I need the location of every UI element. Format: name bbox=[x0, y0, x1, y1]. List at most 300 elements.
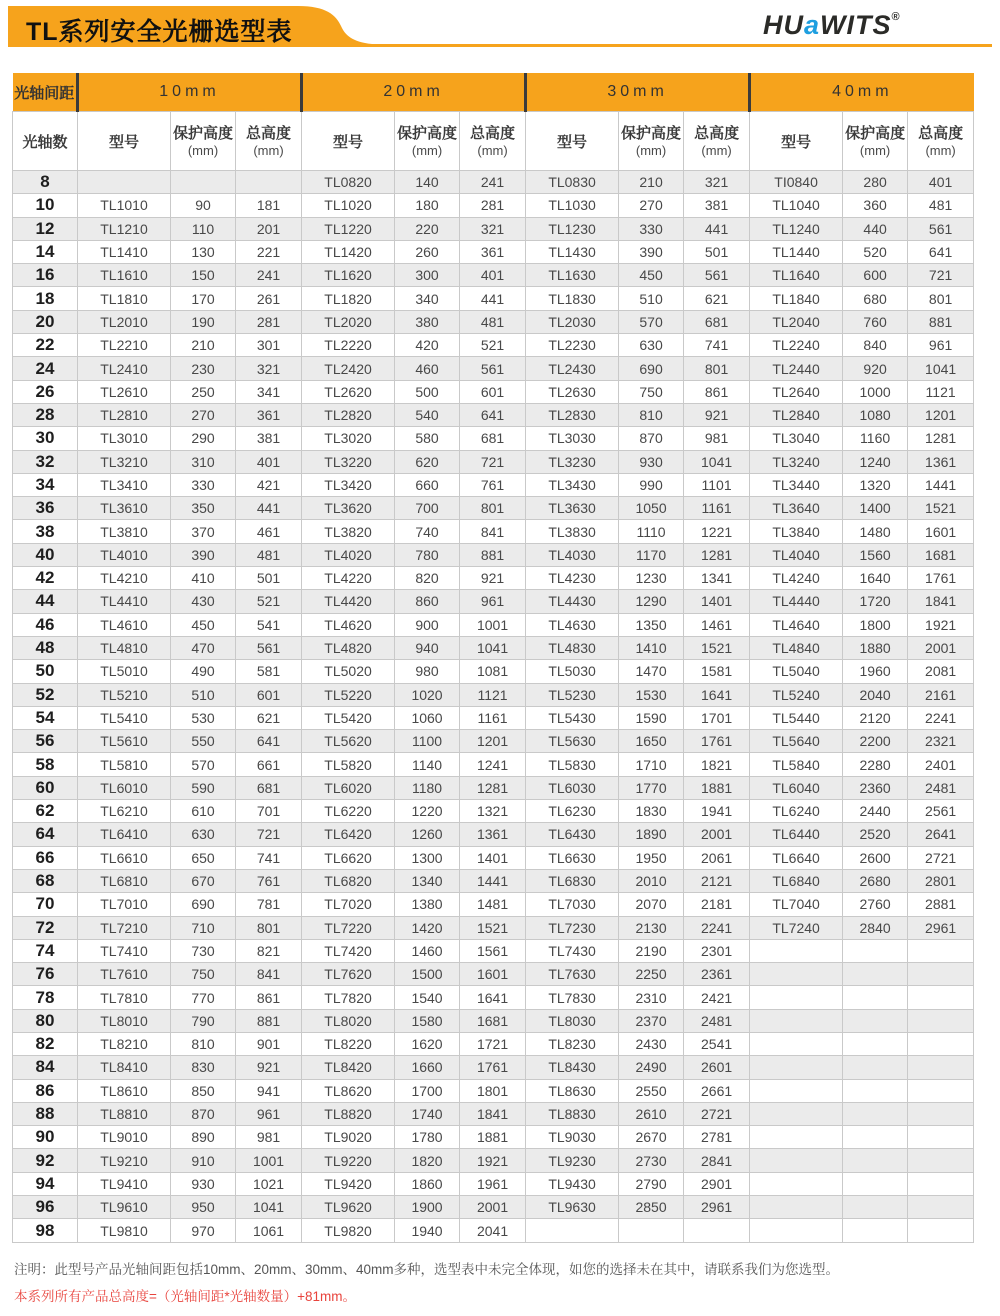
protection-height-cell bbox=[843, 1126, 908, 1149]
total-height-cell: 1881 bbox=[684, 776, 750, 799]
protection-height-header: 保护高度 (mm) bbox=[395, 112, 460, 171]
total-height-cell: 1441 bbox=[908, 473, 974, 496]
protection-height-cell: 520 bbox=[843, 240, 908, 263]
total-height-cell: 2001 bbox=[684, 823, 750, 846]
model-cell: TL1830 bbox=[526, 287, 619, 310]
total-height-cell: 1601 bbox=[908, 520, 974, 543]
protection-height-cell: 290 bbox=[171, 427, 236, 450]
total-height-cell: 2541 bbox=[684, 1032, 750, 1055]
model-cell: TL4420 bbox=[302, 590, 395, 613]
model-cell: TL7830 bbox=[526, 986, 619, 1009]
protection-height-cell: 2070 bbox=[619, 893, 684, 916]
protection-height-cell: 1050 bbox=[619, 497, 684, 520]
model-cell: TL6030 bbox=[526, 776, 619, 799]
axis-count-cell: 66 bbox=[13, 846, 78, 869]
protection-height-cell: 1220 bbox=[395, 800, 460, 823]
table-row bbox=[13, 1172, 974, 1195]
model-cell: TL2610 bbox=[78, 380, 171, 403]
total-height-cell bbox=[684, 1219, 750, 1242]
total-height-cell: 2481 bbox=[908, 776, 974, 799]
total-height-cell: 441 bbox=[684, 217, 750, 240]
total-height-cell: 1081 bbox=[460, 660, 526, 683]
total-height-cell: 1481 bbox=[460, 893, 526, 916]
table-row bbox=[13, 217, 974, 240]
table-row bbox=[13, 590, 974, 613]
total-height-cell bbox=[908, 1032, 974, 1055]
model-cell: TL2630 bbox=[526, 380, 619, 403]
model-cell: TL3230 bbox=[526, 450, 619, 473]
model-cell: TL3810 bbox=[78, 520, 171, 543]
model-cell: TL5210 bbox=[78, 683, 171, 706]
total-height-cell: 1041 bbox=[908, 357, 974, 380]
table-row bbox=[13, 450, 974, 473]
model-cell: TL5840 bbox=[750, 753, 843, 776]
protection-height-cell: 950 bbox=[171, 1196, 236, 1219]
model-cell: TL1610 bbox=[78, 264, 171, 287]
total-height-cell: 2721 bbox=[684, 1102, 750, 1125]
protection-height-cell: 1660 bbox=[395, 1056, 460, 1079]
total-height-cell: 801 bbox=[236, 916, 302, 939]
protection-height-cell: 1240 bbox=[843, 450, 908, 473]
protection-height-cell: 2130 bbox=[619, 916, 684, 939]
total-height-cell: 801 bbox=[460, 497, 526, 520]
total-height-cell: 401 bbox=[908, 171, 974, 194]
model-cell: TL4440 bbox=[750, 590, 843, 613]
protection-height-cell bbox=[619, 1219, 684, 1242]
brand-logo bbox=[763, 10, 900, 41]
protection-height-cell bbox=[843, 939, 908, 962]
model-cell: TL6420 bbox=[302, 823, 395, 846]
model-cell: TL4610 bbox=[78, 613, 171, 636]
protection-height-cell: 1410 bbox=[619, 636, 684, 659]
model-cell: TL4230 bbox=[526, 567, 619, 590]
protection-height-cell: 230 bbox=[171, 357, 236, 380]
model-cell: TL2820 bbox=[302, 403, 395, 426]
protection-height-cell: 900 bbox=[395, 613, 460, 636]
table-row bbox=[13, 194, 974, 217]
total-height-cell: 721 bbox=[460, 450, 526, 473]
protection-height-cell: 380 bbox=[395, 310, 460, 333]
model-cell: TL6240 bbox=[750, 800, 843, 823]
protection-height-cell: 220 bbox=[395, 217, 460, 240]
model-cell: TL5010 bbox=[78, 660, 171, 683]
total-height-cell: 2181 bbox=[684, 893, 750, 916]
protection-height-cell bbox=[843, 1056, 908, 1079]
axis-count-cell: 72 bbox=[13, 916, 78, 939]
total-height-cell: 1921 bbox=[908, 613, 974, 636]
model-cell: TL3640 bbox=[750, 497, 843, 520]
model-cell: TL5610 bbox=[78, 730, 171, 753]
protection-height-cell: 860 bbox=[395, 590, 460, 613]
total-height-cell: 561 bbox=[684, 264, 750, 287]
total-height-cell: 441 bbox=[236, 497, 302, 520]
total-height-cell: 1041 bbox=[684, 450, 750, 473]
protection-height-cell: 1320 bbox=[843, 473, 908, 496]
model-cell bbox=[750, 1196, 843, 1219]
total-height-cell: 561 bbox=[236, 636, 302, 659]
axis-count-cell: 12 bbox=[13, 217, 78, 240]
total-height-cell: 1581 bbox=[684, 660, 750, 683]
axis-count-cell: 24 bbox=[13, 357, 78, 380]
model-cell: TL2220 bbox=[302, 334, 395, 357]
total-height-cell: 661 bbox=[236, 753, 302, 776]
model-cell: TL3840 bbox=[750, 520, 843, 543]
total-height-cell: 301 bbox=[236, 334, 302, 357]
total-height-cell bbox=[908, 1219, 974, 1242]
protection-height-cell: 1960 bbox=[843, 660, 908, 683]
model-cell: TL1640 bbox=[750, 264, 843, 287]
protection-height-cell: 1500 bbox=[395, 963, 460, 986]
protection-height-cell: 2610 bbox=[619, 1102, 684, 1125]
total-height-cell: 481 bbox=[236, 543, 302, 566]
model-cell: TL9620 bbox=[302, 1196, 395, 1219]
model-cell: TL9810 bbox=[78, 1219, 171, 1242]
table-row bbox=[13, 800, 974, 823]
protection-height-cell: 1640 bbox=[843, 567, 908, 590]
protection-height-cell: 330 bbox=[171, 473, 236, 496]
total-height-cell bbox=[908, 963, 974, 986]
axis-count-cell: 64 bbox=[13, 823, 78, 846]
model-cell: TL9020 bbox=[302, 1126, 395, 1149]
protection-height-cell: 570 bbox=[171, 753, 236, 776]
protection-height-cell: 1100 bbox=[395, 730, 460, 753]
protection-height-cell bbox=[843, 1032, 908, 1055]
total-height-cell: 1281 bbox=[908, 427, 974, 450]
model-cell: TL6410 bbox=[78, 823, 171, 846]
protection-height-cell: 1230 bbox=[619, 567, 684, 590]
model-cell: TL1440 bbox=[750, 240, 843, 263]
total-height-cell bbox=[908, 1149, 974, 1172]
model-cell: TL7040 bbox=[750, 893, 843, 916]
protection-height-cell: 2760 bbox=[843, 893, 908, 916]
total-height-cell: 1841 bbox=[460, 1102, 526, 1125]
axis-count-cell: 28 bbox=[13, 403, 78, 426]
model-cell: TL1410 bbox=[78, 240, 171, 263]
total-height-cell bbox=[908, 1126, 974, 1149]
protection-height-cell: 1300 bbox=[395, 846, 460, 869]
total-height-cell: 1721 bbox=[460, 1032, 526, 1055]
total-height-cell: 1201 bbox=[460, 730, 526, 753]
total-height-cell: 1801 bbox=[460, 1079, 526, 1102]
protection-height-cell: 510 bbox=[171, 683, 236, 706]
protection-height-cell: 1720 bbox=[843, 590, 908, 613]
model-cell: TL4640 bbox=[750, 613, 843, 636]
protection-height-cell: 820 bbox=[395, 567, 460, 590]
total-height-cell: 1041 bbox=[460, 636, 526, 659]
model-cell: TL9610 bbox=[78, 1196, 171, 1219]
total-height-cell: 1001 bbox=[236, 1149, 302, 1172]
axis-count-cell: 26 bbox=[13, 380, 78, 403]
model-cell: TL9230 bbox=[526, 1149, 619, 1172]
protection-height-cell: 2190 bbox=[619, 939, 684, 962]
total-height-cell bbox=[908, 986, 974, 1009]
model-cell: TL7030 bbox=[526, 893, 619, 916]
protection-height-cell: 1650 bbox=[619, 730, 684, 753]
model-cell: TL8010 bbox=[78, 1009, 171, 1032]
model-cell: TL8410 bbox=[78, 1056, 171, 1079]
total-height-cell: 621 bbox=[236, 706, 302, 729]
model-cell: TL6010 bbox=[78, 776, 171, 799]
total-height-cell bbox=[908, 1009, 974, 1032]
protection-height-cell: 2440 bbox=[843, 800, 908, 823]
protection-height-header: 保护高度 (mm) bbox=[843, 112, 908, 171]
protection-height-cell: 660 bbox=[395, 473, 460, 496]
protection-height-cell: 90 bbox=[171, 194, 236, 217]
total-height-cell: 241 bbox=[460, 171, 526, 194]
total-height-cell: 721 bbox=[908, 264, 974, 287]
model-cell: TL1820 bbox=[302, 287, 395, 310]
table-row bbox=[13, 264, 974, 287]
total-height-cell: 201 bbox=[236, 217, 302, 240]
total-height-cell: 1941 bbox=[684, 800, 750, 823]
model-cell bbox=[750, 1009, 843, 1032]
model-cell: TL6220 bbox=[302, 800, 395, 823]
total-height-cell: 401 bbox=[460, 264, 526, 287]
total-height-cell: 481 bbox=[908, 194, 974, 217]
protection-height-cell: 430 bbox=[171, 590, 236, 613]
logo-text-hu: HU bbox=[763, 10, 804, 40]
protection-height-cell: 650 bbox=[171, 846, 236, 869]
model-cell: TL7810 bbox=[78, 986, 171, 1009]
total-height-cell: 761 bbox=[236, 869, 302, 892]
table-row bbox=[13, 986, 974, 1009]
protection-height-cell: 1830 bbox=[619, 800, 684, 823]
axis-count-cell: 92 bbox=[13, 1149, 78, 1172]
total-height-cell: 2721 bbox=[908, 846, 974, 869]
table-row bbox=[13, 869, 974, 892]
axis-count-cell: 46 bbox=[13, 613, 78, 636]
total-height-cell: 1241 bbox=[460, 753, 526, 776]
model-cell: TL3820 bbox=[302, 520, 395, 543]
protection-height-cell: 1000 bbox=[843, 380, 908, 403]
table-row bbox=[13, 823, 974, 846]
total-height-cell: 1521 bbox=[684, 636, 750, 659]
model-cell bbox=[78, 171, 171, 194]
total-height-cell bbox=[908, 1172, 974, 1195]
model-cell bbox=[750, 1102, 843, 1125]
axis-count-cell: 70 bbox=[13, 893, 78, 916]
total-height-cell: 2061 bbox=[684, 846, 750, 869]
model-cell: TL7430 bbox=[526, 939, 619, 962]
total-height-cell: 2161 bbox=[908, 683, 974, 706]
note-formula: 本系列所有产品总高度=（光轴间距*光轴数量）+81mm。 bbox=[14, 1289, 357, 1304]
model-cell: TL3410 bbox=[78, 473, 171, 496]
protection-height-cell: 310 bbox=[171, 450, 236, 473]
model-cell: TL1240 bbox=[750, 217, 843, 240]
protection-height-cell: 140 bbox=[395, 171, 460, 194]
total-height-cell: 281 bbox=[236, 310, 302, 333]
table-row bbox=[13, 403, 974, 426]
group-header-30mm: 30mm bbox=[526, 73, 750, 112]
model-cell: TL9420 bbox=[302, 1172, 395, 1195]
total-height-cell: 1761 bbox=[460, 1056, 526, 1079]
table-row bbox=[13, 963, 974, 986]
model-cell: TL2420 bbox=[302, 357, 395, 380]
protection-height-cell: 890 bbox=[171, 1126, 236, 1149]
model-cell: TL5220 bbox=[302, 683, 395, 706]
total-height-cell: 641 bbox=[460, 403, 526, 426]
model-cell: TL6810 bbox=[78, 869, 171, 892]
model-cell: TL2240 bbox=[750, 334, 843, 357]
total-height-cell: 341 bbox=[236, 380, 302, 403]
total-height-cell: 401 bbox=[236, 450, 302, 473]
spacing-header-row bbox=[13, 73, 974, 112]
protection-height-cell: 980 bbox=[395, 660, 460, 683]
total-height-cell: 1641 bbox=[460, 986, 526, 1009]
protection-height-cell: 790 bbox=[171, 1009, 236, 1032]
total-height-cell: 1761 bbox=[908, 567, 974, 590]
protection-height-cell: 1580 bbox=[395, 1009, 460, 1032]
total-height-cell: 1121 bbox=[908, 380, 974, 403]
axis-count-cell: 80 bbox=[13, 1009, 78, 1032]
model-cell: TL6210 bbox=[78, 800, 171, 823]
protection-height-cell bbox=[843, 1149, 908, 1172]
model-cell: TL6230 bbox=[526, 800, 619, 823]
model-cell bbox=[750, 1056, 843, 1079]
protection-height-cell: 1080 bbox=[843, 403, 908, 426]
axis-count-cell: 34 bbox=[13, 473, 78, 496]
protection-height-cell: 1770 bbox=[619, 776, 684, 799]
protection-height-cell: 1260 bbox=[395, 823, 460, 846]
model-cell: TL2640 bbox=[750, 380, 843, 403]
protection-height-cell: 570 bbox=[619, 310, 684, 333]
total-height-cell bbox=[908, 1102, 974, 1125]
protection-height-cell: 300 bbox=[395, 264, 460, 287]
model-cell: TL4840 bbox=[750, 636, 843, 659]
model-cell: TL1220 bbox=[302, 217, 395, 240]
protection-height-cell: 1700 bbox=[395, 1079, 460, 1102]
total-height-cell: 1401 bbox=[684, 590, 750, 613]
model-cell: TL5810 bbox=[78, 753, 171, 776]
protection-height-cell: 910 bbox=[171, 1149, 236, 1172]
table-row bbox=[13, 776, 974, 799]
protection-height-cell: 1530 bbox=[619, 683, 684, 706]
model-cell: TL5240 bbox=[750, 683, 843, 706]
total-height-cell bbox=[908, 1196, 974, 1219]
model-cell: TL7820 bbox=[302, 986, 395, 1009]
protection-height-cell: 1180 bbox=[395, 776, 460, 799]
model-cell bbox=[750, 1219, 843, 1242]
total-height-cell: 2881 bbox=[908, 893, 974, 916]
model-cell: TL7420 bbox=[302, 939, 395, 962]
table-row bbox=[13, 427, 974, 450]
model-cell: TI0840 bbox=[750, 171, 843, 194]
model-cell: TL7620 bbox=[302, 963, 395, 986]
protection-height-cell: 420 bbox=[395, 334, 460, 357]
total-height-cell: 321 bbox=[236, 357, 302, 380]
protection-height-cell: 1900 bbox=[395, 1196, 460, 1219]
table-row bbox=[13, 846, 974, 869]
model-cell: TL3040 bbox=[750, 427, 843, 450]
protection-height-cell: 530 bbox=[171, 706, 236, 729]
axis-count-cell: 78 bbox=[13, 986, 78, 1009]
model-cell: TL1840 bbox=[750, 287, 843, 310]
protection-height-cell: 500 bbox=[395, 380, 460, 403]
model-cell: TL5420 bbox=[302, 706, 395, 729]
spacing-header-label: 光轴间距 bbox=[13, 73, 78, 112]
model-cell: TL1030 bbox=[526, 194, 619, 217]
table-row bbox=[13, 520, 974, 543]
protection-height-cell: 210 bbox=[619, 171, 684, 194]
total-height-cell: 1341 bbox=[684, 567, 750, 590]
table-row bbox=[13, 1196, 974, 1219]
total-height-cell: 881 bbox=[236, 1009, 302, 1032]
protection-height-cell: 390 bbox=[619, 240, 684, 263]
total-height-cell: 1521 bbox=[460, 916, 526, 939]
model-cell: TL4220 bbox=[302, 567, 395, 590]
model-cell: TL3420 bbox=[302, 473, 395, 496]
table-row bbox=[13, 1102, 974, 1125]
protection-height-cell: 710 bbox=[171, 916, 236, 939]
axis-count-cell: 22 bbox=[13, 334, 78, 357]
protection-height-cell: 2680 bbox=[843, 869, 908, 892]
protection-height-cell: 1860 bbox=[395, 1172, 460, 1195]
axis-count-cell: 88 bbox=[13, 1102, 78, 1125]
protection-height-cell: 460 bbox=[395, 357, 460, 380]
model-cell: TL2210 bbox=[78, 334, 171, 357]
model-cell: TL5020 bbox=[302, 660, 395, 683]
table-row bbox=[13, 1149, 974, 1172]
protection-height-cell: 1890 bbox=[619, 823, 684, 846]
model-cell: TL6440 bbox=[750, 823, 843, 846]
model-cell: TL4410 bbox=[78, 590, 171, 613]
protection-height-cell: 690 bbox=[619, 357, 684, 380]
total-height-cell: 1601 bbox=[460, 963, 526, 986]
total-height-cell: 1281 bbox=[684, 543, 750, 566]
total-height-cell: 961 bbox=[460, 590, 526, 613]
table-row bbox=[13, 287, 974, 310]
model-cell: TL8610 bbox=[78, 1079, 171, 1102]
model-cell: TL7230 bbox=[526, 916, 619, 939]
model-cell: TL0830 bbox=[526, 171, 619, 194]
total-height-cell: 841 bbox=[460, 520, 526, 543]
model-cell: TL9030 bbox=[526, 1126, 619, 1149]
model-cell: TL2840 bbox=[750, 403, 843, 426]
axis-count-cell: 36 bbox=[13, 497, 78, 520]
selection-table bbox=[12, 73, 974, 1243]
model-cell: TL7010 bbox=[78, 893, 171, 916]
model-cell: TL4040 bbox=[750, 543, 843, 566]
axis-count-cell: 8 bbox=[13, 171, 78, 194]
protection-height-cell: 730 bbox=[171, 939, 236, 962]
protection-height-cell: 920 bbox=[843, 357, 908, 380]
model-cell: TL3010 bbox=[78, 427, 171, 450]
protection-height-cell: 1170 bbox=[619, 543, 684, 566]
protection-height-cell: 1470 bbox=[619, 660, 684, 683]
total-height-cell: 2601 bbox=[684, 1056, 750, 1079]
model-cell: TL7020 bbox=[302, 893, 395, 916]
protection-height-cell: 1350 bbox=[619, 613, 684, 636]
model-cell: TL5040 bbox=[750, 660, 843, 683]
total-height-cell: 1641 bbox=[684, 683, 750, 706]
protection-height-cell: 700 bbox=[395, 497, 460, 520]
total-height-cell: 781 bbox=[236, 893, 302, 916]
protection-height-cell: 250 bbox=[171, 380, 236, 403]
protection-height-cell: 2280 bbox=[843, 753, 908, 776]
protection-height-cell: 2040 bbox=[843, 683, 908, 706]
model-cell: TL3220 bbox=[302, 450, 395, 473]
total-height-cell: 2641 bbox=[908, 823, 974, 846]
protection-height-cell: 2520 bbox=[843, 823, 908, 846]
model-cell: TL8810 bbox=[78, 1102, 171, 1125]
protection-height-cell: 130 bbox=[171, 240, 236, 263]
total-height-header: 总高度 (mm) bbox=[460, 112, 526, 171]
model-cell: TL4020 bbox=[302, 543, 395, 566]
total-height-cell: 901 bbox=[236, 1032, 302, 1055]
model-cell: TL2040 bbox=[750, 310, 843, 333]
protection-height-cell: 270 bbox=[171, 403, 236, 426]
model-cell: TL4820 bbox=[302, 636, 395, 659]
